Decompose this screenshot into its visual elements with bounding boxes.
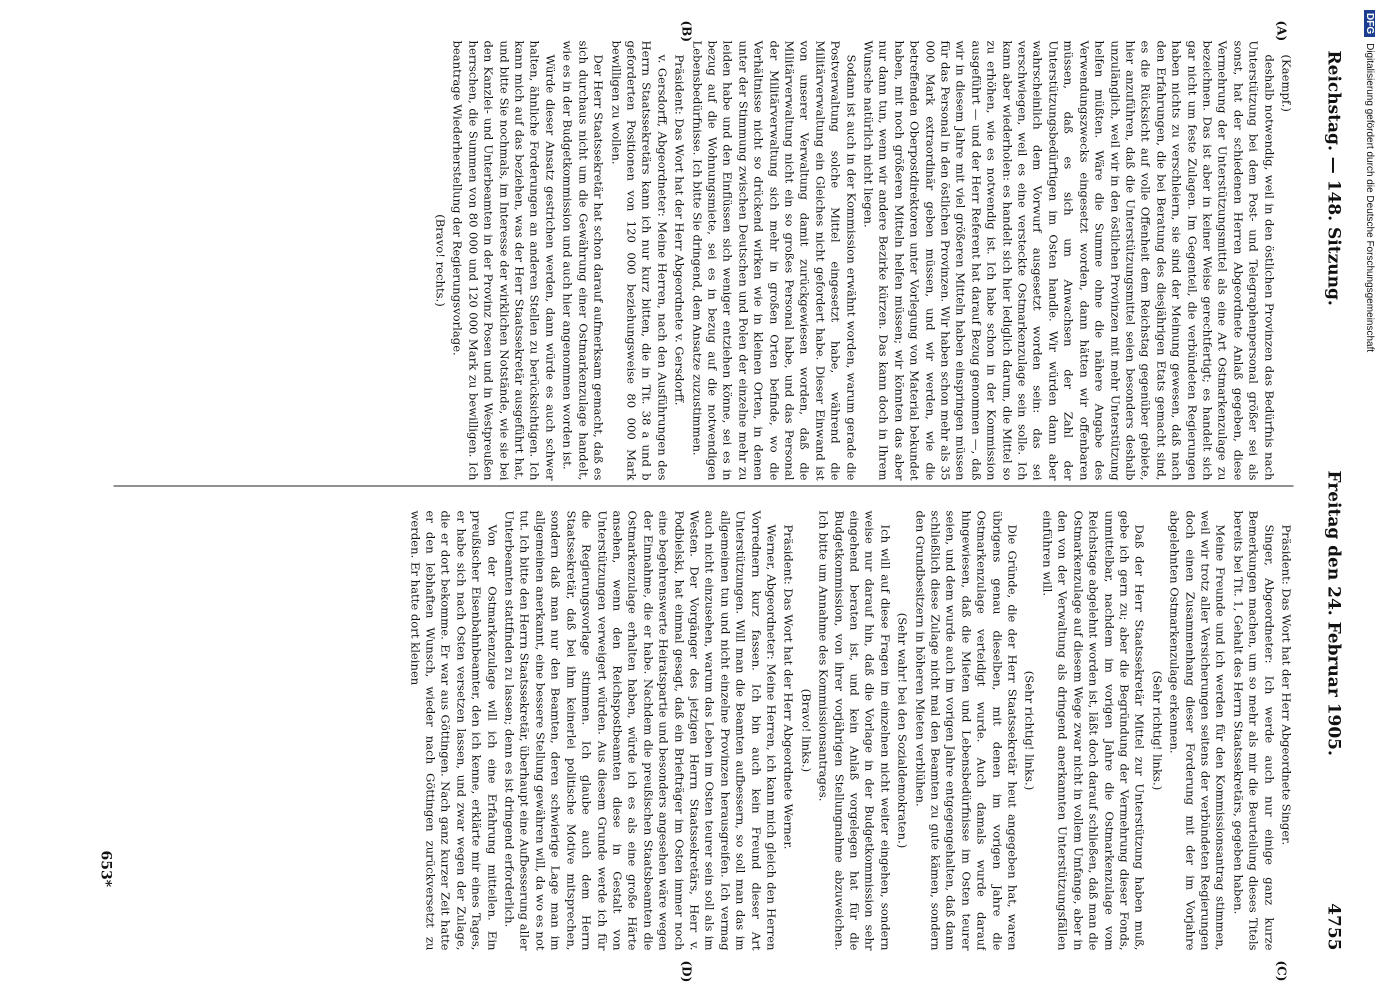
paragraph: Meine Freunde und ich werden für den Kommissionsantrag stimmen, weil wir trotz aller Versicherungen seitens der verbündeten Regierungen doch einen Zusammenhang dieser Forderung mit der im Vorjahre abgelehnten Ostmarkenzulage erkennen. [1167, 510, 1228, 950]
paragraph: (Sehr richtig! links.) [1022, 670, 1037, 790]
paragraph: Präsident: Das Wort hat der Herr Abgeordnete Werner. [781, 524, 796, 849]
paragraph: (Sehr wahr! bei den Sozialdemokraten.) [895, 612, 910, 848]
left-column [113, 40, 1293, 480]
paragraph: (Bravo! links.) [798, 688, 813, 772]
paragraph: Von der Ostmarkenzulage will ich eine Erfahrung mitteilen. Ein preußischer Eisenbahnbeamter, den ich kenne, erklärte mir eines Tages, er habe sich nach Osten versetzen lassen, und zwar wegen der Zulage, die er dort bekomme. Er war aus Göttingen. Nach ganz kurzer Zeit hatte er den lebhaften Wunsch, wieder nach Göttingen zurückversetzt zu werden. Er hatte dort kleinen [407, 510, 499, 950]
paragraph: Werner, Abgeordneter: Meine Herren, ich kann mich gleich den Herren Vorrednern kurz fassen. Ich bin auch kein Freund dieser Art Unterstützungen. Will man die Beamten aufbessern, so soll man das im allgemeinen tun und nicht einzelne Provinzen herausgreifen. Ich vermag auch nicht einzusehen, warum das Leben im Osten teurer sein soll als im Westen. Der Vorgänger des jetzigen Herrn Staatssekretärs, Herr v. Podbielski, hat einmal gesagt, daß ein Briefträger im Osten immer noch eine begehrenswerte Heiratspartie und besonders angesehen wäre wegen der Einnahme, die er habe. Nachdem die preußischen Staatsbeamten die Ostmarkenzulage erhalten haben, würde ich es als eine große Härte ansehen, wenn den Reichspostbeamten diese in Gestalt von Unterstützungen verweigert würden. Aus diesem Grunde werde ich für die Regierungsvorlage stimmen. Ich glaube auch dem Herrn Staatssekretär, daß bei ihm keinerlei politische Motive mitsprechen, sondern daß man nur den Beamten, deren schwierige Lage man im allgemeinen anerkannt, eine bessere Stellung gewähren will, da wo es not tut. Ich bitte den Herrn Staatssekretär, überhaupt eine Aufbesserung aller Unterbeamten stattfinden zu lassen; denn es ist dringend erforderlich. [502, 510, 778, 950]
paragraph: v. Gersdorff, Abgeordneter: Meine Herren, nach den Ausführungen des Herrn Staatssekretärs kann ich nur kurz bitten, die in Tit. 38 a und b geforderten Positionen von 120 000 beziehungsweise 80 000 Mark bewilligen zu wollen. [608, 40, 669, 480]
header-left: Reichstag. — 148. Sitzung. [1323, 50, 1343, 306]
paragraph: (Bravo! rechts.) [433, 213, 448, 307]
dfg-logo: DFG [1364, 10, 1375, 37]
header-page-number: 4755 [1323, 902, 1343, 950]
paragraph: Ich will auf diese Fragen im einzelnen nicht weiter eingehen, sondern weise nur darauf hin, daß die Vorlage in der Budgetkommission sehr eingehend beraten ist, und kein Anlaß vorgelegen hat für die Budgetkommission, von ihrer vorjährigen Stellungnahme abzuweichen. Ich bitte um Annahme des Kommissionsantrages. [816, 510, 892, 950]
digitization-note [1357, 10, 1379, 990]
margin-marker-d: (D) [679, 960, 693, 982]
margin-marker-a: (A) [1274, 20, 1288, 41]
paragraph: (Kaempf.) [1279, 54, 1293, 112]
paragraph: Würde dieser Ansatz gestrichen werden, dann würde es auch schwer halten, ähnliche Forderungen an anderen Stellen zu berücksichtigen. Ich kann mich auf das beziehen, was der Herr Staatssekretär ausgeführt hat, und bitte Sie nochmals, im Interesse der wirklichen Notstände, wie sie bei den Kanzlei- und Unterbeamten in der Provinz Posen und in Westpreußen herrschen, die Summen von 80 000 und 120 000 Mark zu bewilligen. Ich beantrage Wiederherstellung der Regierungsvorlage. [450, 40, 557, 480]
paragraph: Präsident: Das Wort hat der Herr Abgeordnete Singer. [1279, 524, 1293, 845]
margin-marker-b: (B) [679, 20, 693, 42]
signature-number: 653* [97, 850, 113, 887]
paragraph: Daß der Herr Staatssekretär Mittel zur Unterstützung haben muß, gebe ich gern zu; aber die Begründung der Vermehrung dieser Fonds, unmittelbar, nachdem im vorigen Jahre die Ostmarkenzulage vom Reichstage abgelehnt worden ist, läßt doch darauf schließen, daß man die Ostmarkenzulage auf diesem Wege zwar nicht in vollem Umfange, aber in den von der Verwaltung als dringend anerkannten Unterstützungsfällen einführen will. [1039, 510, 1147, 950]
paragraph: Die Gründe, die der Herr Staatssekretär heut angegeben hat, waren übrigens genau dieselben, mit denen im vorigen Jahre die Ostmarkenzulage verteidigt wurde. Auch damals wurde darauf hingewiesen, daß die Mieten und Lebensbedürfnisse im Osten teurer seien, und dem wurde auch im vorigen Jahre entgegengehalten, daß dann schließlich diese Zulage nicht mal den Beamten zu gute kämen, sondern den Grundbesitzern in höheren Mieten verblühen. [912, 510, 1020, 950]
paragraph: (Sehr richtig! links.) [1149, 670, 1164, 790]
paragraph: Sodann ist auch in der Kommission erwähnt worden, warum gerade die Postverwaltung solche Mittel eingesetzt habe, während die Militärverwaltung ein Gleiches nicht gefordert habe. Dieser Einwand ist von unserer Verwaltung damit zurückgewiesen worden, daß die Militärverwaltung nicht ein so großes Personal habe, und das Personal der Militärverwaltung sich mehr in großen Orten befinde, wo die Verhältnisse nicht so drückend wirken wie in kleinen Orten, in denen unter der Stimmung zwischen Deutschen und Polen der einzelne mehr zu leiden habe und den Einflüssen sich weniger entziehen könne, sei es in bezug auf die Wohnungsmiete, sei es in bezug auf die notwendigen Lebensbedürfnisse. Ich bitte Sie dringend, dem Ansatze zuzustimmen. [689, 40, 858, 480]
column-divider [113, 485, 1293, 486]
paragraph: Singer, Abgeordneter: Ich werde auch nur einige ganz kurze Bemerkungen machen, um so mehr als mir die Beurteilung dieses Titels bereits bei Tit. 1, Gehalt des Herrn Staatssekretärs, gegeben haben. [1230, 510, 1276, 950]
header-date: Freitag den 24. Februar 1905. [1323, 470, 1343, 756]
paragraph: Präsident: Das Wort hat der Herr Abgeordnete v. Gersdorff. [672, 54, 687, 405]
digitization-text: Digitalisierung gefördert durch die Deutsche Forschungsgemeinschaft [1364, 43, 1375, 353]
margin-marker-c: (C) [1274, 960, 1288, 981]
paragraph: deshalb notwendig, weil in den östlichen Provinzen das Bedürfnis nach Unterstützung bei dem Post- und Telegraphenpersonal größer sei als sonst, hat der schiedenen Herren Abgeordnete Anlaß gegeben, diese Vermehrung der Unterstützungsmittel als eine Art Ostmarkenzulage zu bezeichnen. Das ist aber in keiner Weise gerechtfertigt; es handelt sich gar nicht um feste Zulagen. Im Gegenteil, die verbündeten Regierungen haben nichts zu verschleiern, sie sind der Meinung gewesen, daß nach den Erfahrungen, die bei Beratung des diesjährigen Etats gemacht sind, es die Rücksicht auf volle Offenheit dem Reichstag gegenüber gebiete, hier anzuführen, daß die Unterstützungsmittel seien besonders deshalb unzulänglich, weil wir in den östlichen Provinzen mit mehr Unterstützung helfen müßten. Wäre die Summe ohne die nähere Angabe des Verwendungszwecks eingesetzt worden, dann hätten wir offenbaren müssen, daß es sich um Anwachsen der Zahl der Unterstützungsbedürftigen im Osten handle. Wir würden dann aber wahrscheinlich dem Vorwurf ausgesetzt worden sein: das sei verschwiegen, weil es eine versteckte Ostmarkenzulage sein solle. Ich kann aber wiederholen: es handelt sich hier lediglich darum, die Mittel so zu erhöhen, wie es notwendig ist. Ich habe schon in der Kommission ausgeführt — und der Herr Referent hat darauf Bezug genommen —, daß wir in diesem Jahre mit viel größeren Mitteln haben einspringen müssen für das Personal in den östlichen Provinzen. Wir haben schon mehr als 35 000 Mark extraordinär geben müssen, und wir werden, wie die betreffenden Oberpostdirektoren unter Vorlegung von Material bekundet haben, mit noch größeren Mitteln helfen müssen; wir könnten das aber nur dann tun, wenn wir andere Bezirke kürzen. Das kann doch in Ihrem Wunsche natürlich nicht liegen. [861, 40, 1276, 480]
right-column [113, 510, 1293, 950]
paragraph: Der Herr Staatssekretär hat schon darauf aufmerksam gemacht, daß es sich durchaus nicht um die Gewährung einer Ostmarkenzulage handelt, wie es in der Budgetkommission und auch hier angenommen worden ist. [560, 40, 606, 480]
page-header [1313, 50, 1343, 950]
